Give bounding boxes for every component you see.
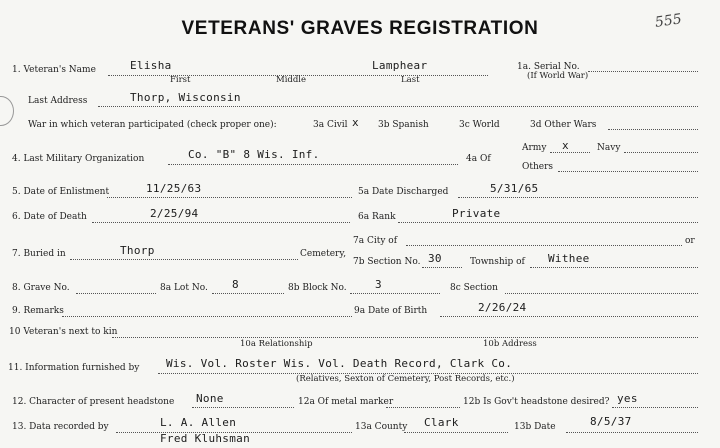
birth-label: 9a Date of Birth xyxy=(354,306,428,316)
headstone-line xyxy=(192,407,294,408)
remarks-label: 9. Remarks xyxy=(12,306,64,316)
headstone-value: None xyxy=(196,392,224,405)
war-spanish-label: 3b Spanish xyxy=(378,120,429,130)
address-value: Thorp, Wisconsin xyxy=(130,91,241,104)
county-value: Clark xyxy=(424,416,459,429)
war-other-line xyxy=(608,129,698,130)
army-label: Army xyxy=(522,143,547,153)
county-line xyxy=(404,432,508,433)
city-label: 7a City of xyxy=(353,236,398,246)
first-name-value: Elisha xyxy=(130,59,172,72)
govt-headstone-label: 12b Is Gov't headstone desired? xyxy=(463,397,610,407)
buried-value: Thorp xyxy=(120,244,155,257)
date-label: 13b Date xyxy=(514,422,556,432)
military-org-value: Co. "B" 8 Wis. Inf. xyxy=(188,148,320,161)
enlistment-label: 5. Date of Enlistment xyxy=(12,187,110,197)
recorded-by-value-2: Fred Kluhsman xyxy=(160,432,250,445)
enlistment-line xyxy=(107,197,352,198)
veteran-name-label: 1. Veteran's Name xyxy=(12,65,96,75)
first-caption: First xyxy=(170,75,191,85)
discharged-line xyxy=(458,197,698,198)
form-number-handwritten: 555 xyxy=(654,11,683,31)
lot-line xyxy=(212,293,284,294)
serial-label: 1a. Serial No. xyxy=(517,62,580,72)
birth-value: 2/26/24 xyxy=(478,301,527,314)
info-furnished-label: 11. Information furnished by xyxy=(8,363,140,373)
govt-headstone-value: yes xyxy=(617,392,638,405)
info-furnished-note: (Relatives, Sexton of Cemetery, Post Records, etc.) xyxy=(296,374,515,384)
section-8c-line xyxy=(505,293,698,294)
address-label: Last Address xyxy=(28,96,88,106)
of-label: 4a Of xyxy=(466,154,491,164)
section-value: 30 xyxy=(428,252,442,265)
next-of-kin-line xyxy=(112,337,698,338)
metal-marker-label: 12a Of metal marker xyxy=(298,397,394,407)
serial-line xyxy=(588,71,698,72)
military-org-line xyxy=(168,164,458,165)
block-label: 8b Block No. xyxy=(288,283,347,293)
death-line xyxy=(92,222,350,223)
address-caption: 10b Address xyxy=(483,339,537,349)
recorded-by-label: 13. Data recorded by xyxy=(12,422,109,432)
birth-line xyxy=(440,316,698,317)
grave-label: 8. Grave No. xyxy=(12,283,70,293)
govt-headstone-line xyxy=(612,407,698,408)
navy-label: Navy xyxy=(597,143,621,153)
date-value: 8/5/37 xyxy=(590,415,632,428)
or-label: or xyxy=(685,236,695,246)
cemetery-label: Cemetery, xyxy=(300,249,347,259)
enlistment-value: 11/25/63 xyxy=(146,182,202,195)
military-org-label: 4. Last Military Organization xyxy=(12,154,145,164)
buried-label: 7. Buried in xyxy=(12,249,66,259)
navy-line xyxy=(624,152,698,153)
rank-label: 6a Rank xyxy=(358,212,396,222)
headstone-label: 12. Character of present headstone xyxy=(12,397,175,407)
remarks-line xyxy=(62,316,352,317)
war-civil-check: x xyxy=(352,116,359,129)
section-line xyxy=(422,267,462,268)
rank-line xyxy=(398,222,698,223)
block-line xyxy=(350,293,440,294)
recorded-by-value: L. A. Allen xyxy=(160,416,237,429)
form-title: VETERANS' GRAVES REGISTRATION xyxy=(181,18,539,39)
next-of-kin-label: 10 Veteran's next to kin xyxy=(9,327,118,337)
city-line xyxy=(406,245,682,246)
others-label: Others xyxy=(522,162,554,172)
township-value: Withee xyxy=(548,252,590,265)
war-other-label: 3d Other Wars xyxy=(530,120,597,130)
war-label: War in which veteran participated (check proper one): xyxy=(28,120,277,130)
last-caption: Last xyxy=(401,75,420,85)
date-line xyxy=(566,432,698,433)
county-label: 13a County xyxy=(355,422,408,432)
army-line xyxy=(550,152,590,153)
discharged-value: 5/31/65 xyxy=(490,182,539,195)
rank-value: Private xyxy=(452,207,501,220)
middle-caption: Middle xyxy=(276,75,307,85)
township-line xyxy=(530,267,698,268)
address-line xyxy=(98,106,698,107)
punch-hole xyxy=(0,96,14,126)
army-check: x xyxy=(562,139,569,152)
buried-line xyxy=(70,259,298,260)
section-8c-label: 8c Section xyxy=(450,283,498,293)
grave-line xyxy=(76,293,156,294)
last-name-value: Lamphear xyxy=(372,59,428,72)
lot-value: 8 xyxy=(232,278,239,291)
war-civil-label: 3a Civil xyxy=(313,120,348,130)
others-line xyxy=(558,171,698,172)
serial-note: (If World War) xyxy=(527,71,589,81)
war-world-label: 3c World xyxy=(459,120,500,130)
block-value: 3 xyxy=(375,278,382,291)
lot-label: 8a Lot No. xyxy=(160,283,208,293)
section-label: 7b Section No. xyxy=(353,257,421,267)
info-furnished-value: Wis. Vol. Roster Wis. Vol. Death Record, Clark Co. xyxy=(166,357,513,370)
metal-marker-line xyxy=(386,407,460,408)
township-label: Township of xyxy=(470,257,525,267)
death-value: 2/25/94 xyxy=(150,207,199,220)
death-label: 6. Date of Death xyxy=(12,212,87,222)
discharged-label: 5a Date Discharged xyxy=(358,187,449,197)
relationship-caption: 10a Relationship xyxy=(240,339,313,349)
